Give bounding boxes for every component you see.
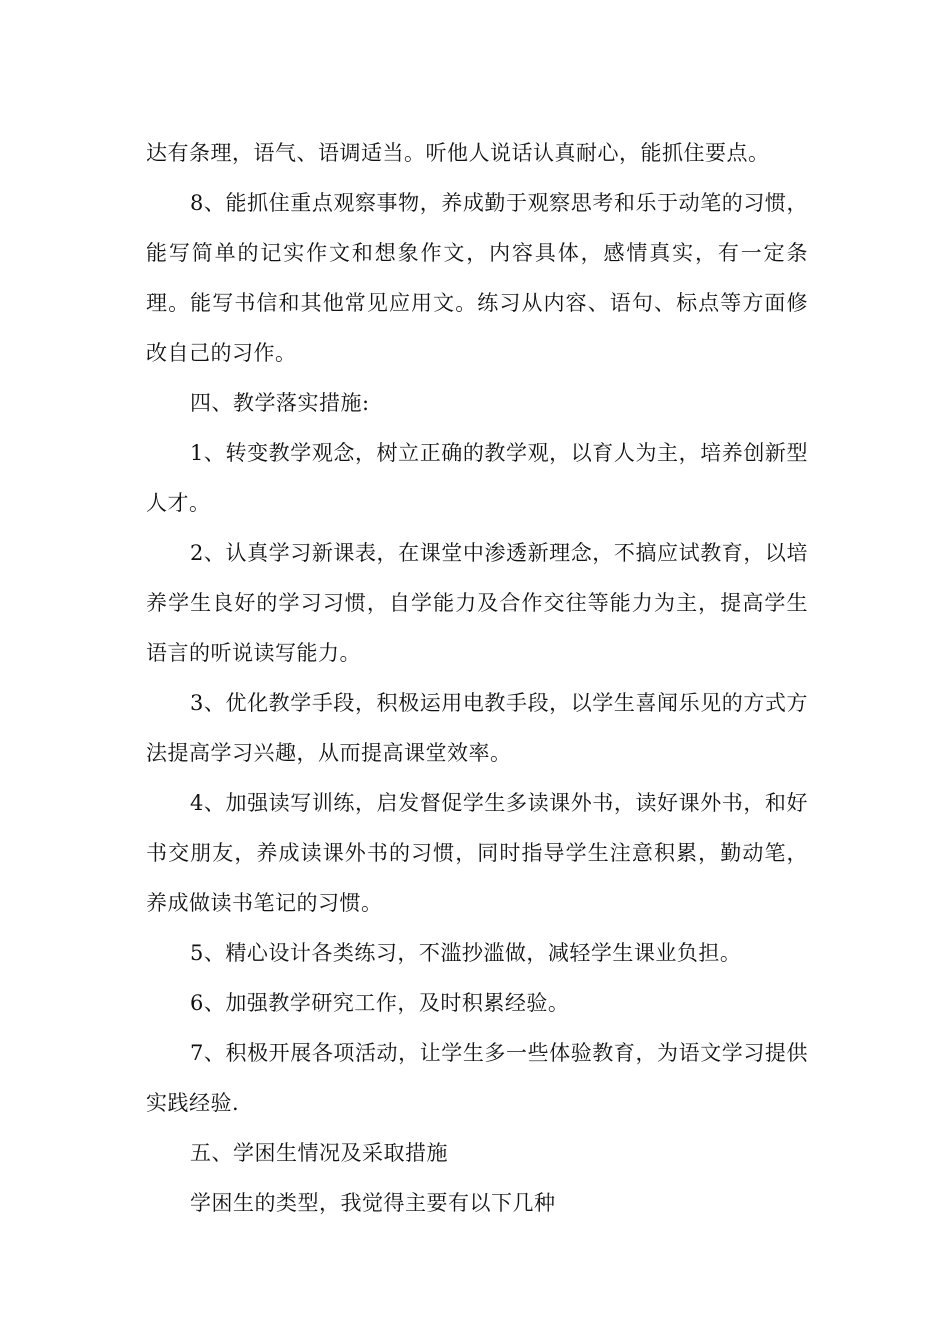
paragraph-continuation: 达有条理，语气、语调适当。听他人说话认真耐心，能抓住要点。 bbox=[146, 141, 770, 165]
paragraph-measure-7: 7、积极开展各项活动，让学生多一些体验教育，为语文学习提供实践经验. bbox=[146, 1041, 808, 1115]
paragraph-struggling-students-intro: 学困生的类型，我觉得主要有以下几种 bbox=[190, 1191, 556, 1215]
paragraph-item-8: 8、能抓住重点观察事物，养成勤于观察思考和乐于动笔的习惯，能写简单的记实作文和想象作文，内容具体，感情真实，有一定条理。能写书信和其他常见应用文。练习从内容、语句、标点等方面修改自己的习作。 bbox=[146, 191, 808, 365]
paragraph-measure-6: 6、加强教学研究工作，及时积累经验。 bbox=[190, 991, 570, 1015]
section-heading-5: 五、学困生情况及采取措施 bbox=[190, 1141, 448, 1165]
document-body bbox=[146, 128, 808, 1228]
paragraph-measure-3: 3、优化教学手段，积极运用电教手段，以学生喜闻乐见的方式方法提高学习兴趣，从而提高课堂效率。 bbox=[146, 691, 808, 765]
paragraph-measure-1: 1、转变教学观念，树立正确的教学观，以育人为主，培养创新型人才。 bbox=[146, 441, 808, 515]
paragraph-measure-5: 5、精心设计各类练习，不滥抄滥做，减轻学生课业负担。 bbox=[190, 941, 742, 965]
section-heading-4: 四、教学落实措施: bbox=[190, 391, 370, 415]
paragraph-measure-2: 2、认真学习新课表，在课堂中渗透新理念，不搞应试教育，以培养学生良好的学习习惯，自学能力及合作交往等能力为主，提高学生语言的听说读写能力。 bbox=[146, 541, 808, 665]
paragraph-measure-4: 4、加强读写训练，启发督促学生多读课外书，读好课外书，和好书交朋友，养成读课外书的习惯，同时指导学生注意积累，勤动笔，养成做读书笔记的习惯。 bbox=[146, 791, 808, 915]
